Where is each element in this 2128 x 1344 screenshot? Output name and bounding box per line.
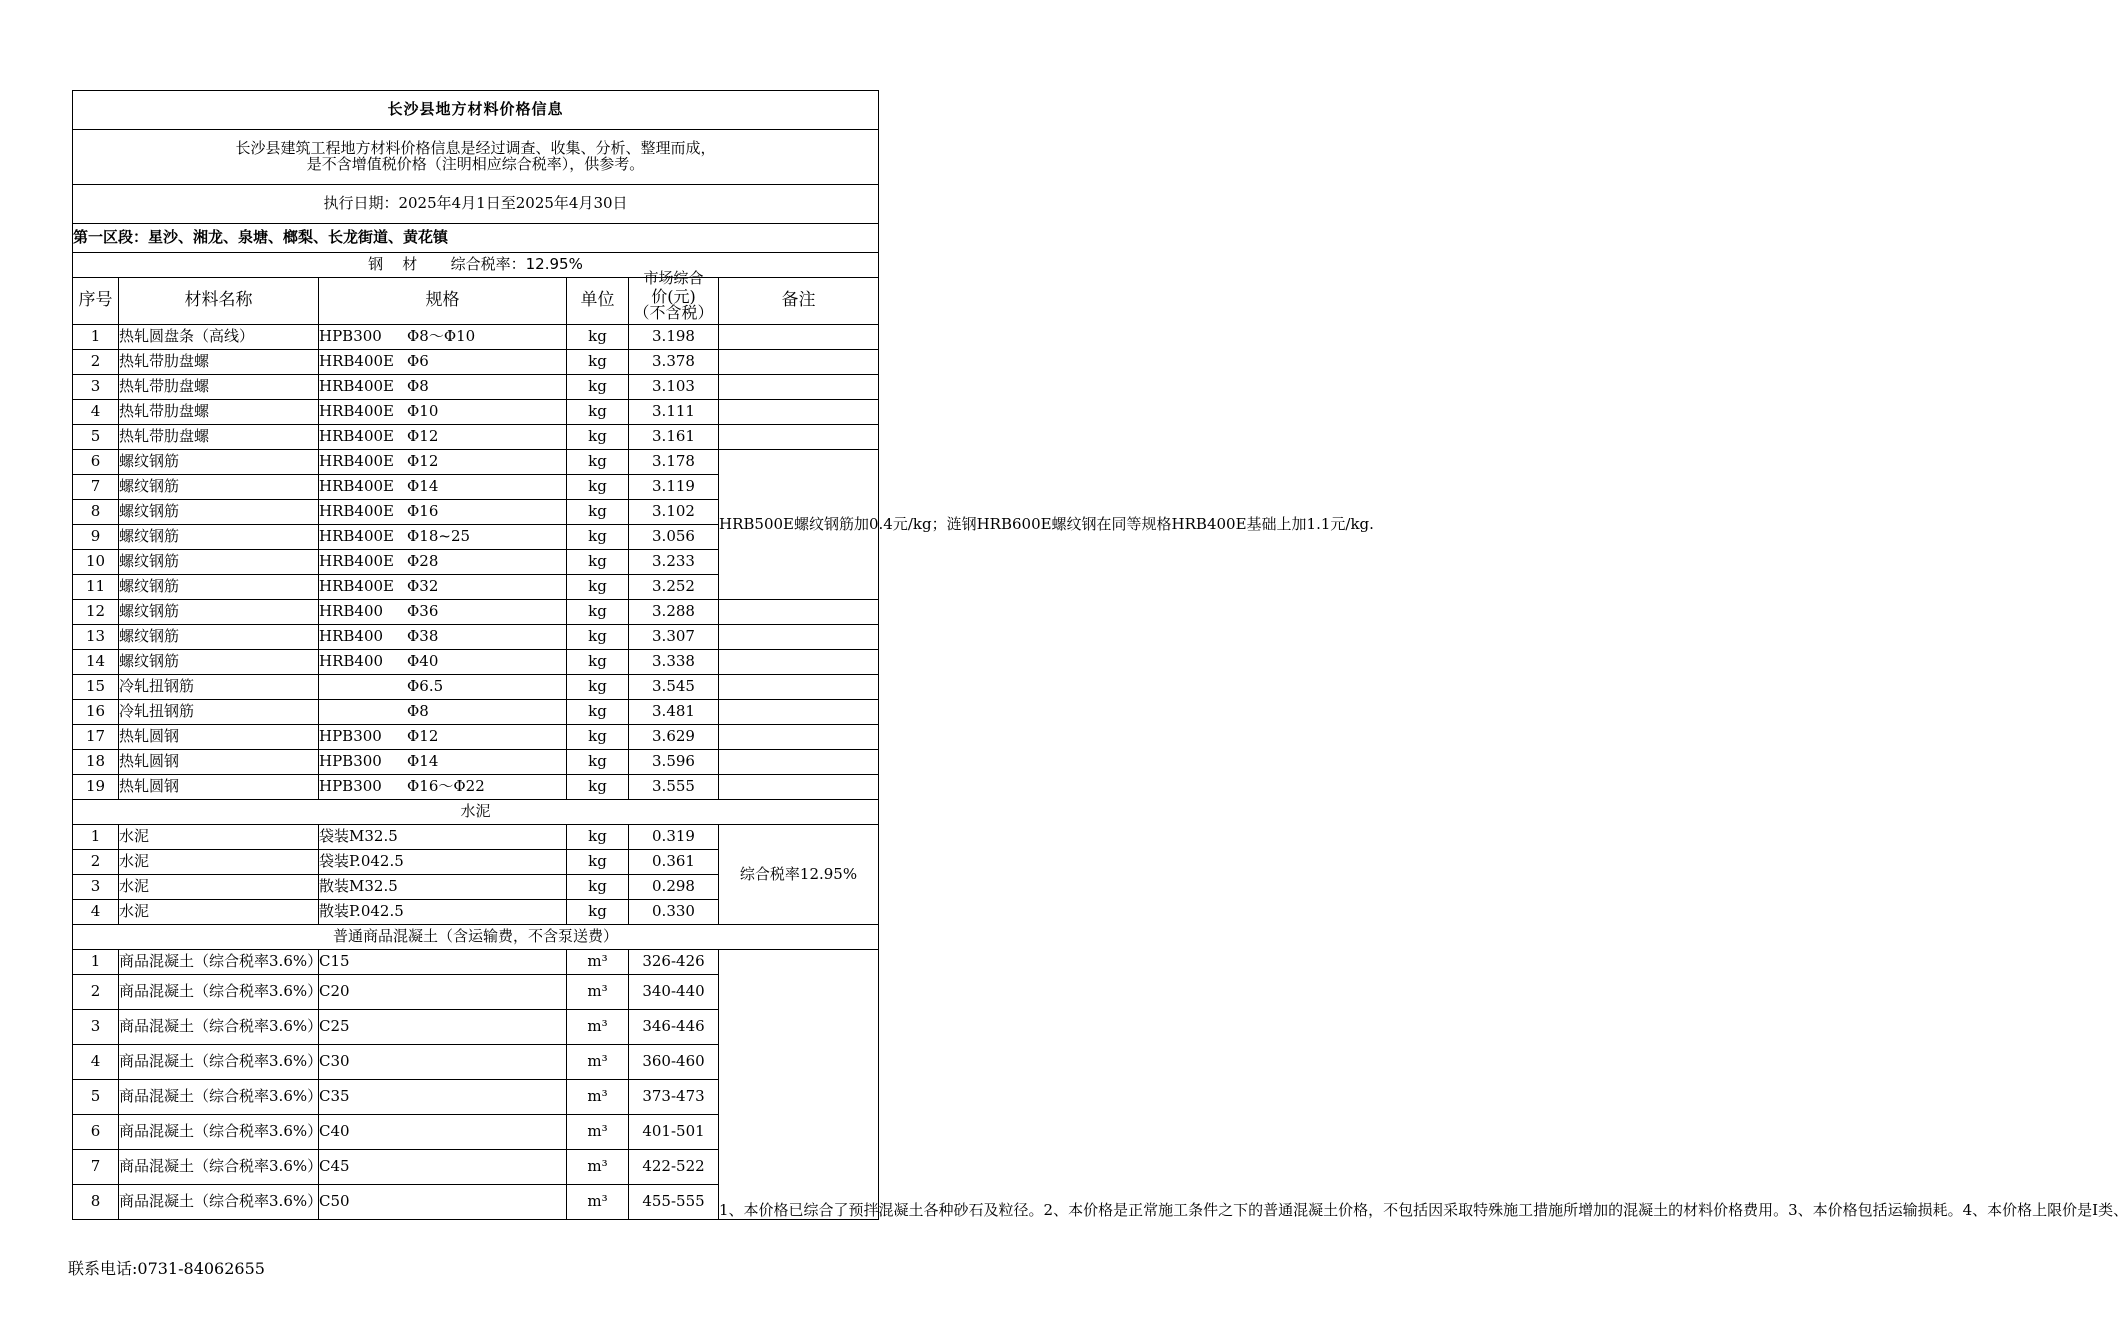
spec-size: Φ12 [407,727,439,746]
row-price: 3.378 [629,350,719,375]
price-sheet [72,90,2128,1220]
row-unit: m³ [567,950,629,975]
price-table [72,90,2128,1220]
row-name: 螺纹钢筋 [119,625,319,650]
steel-row [73,675,879,700]
intro-line-2: 是不含增值税价格（注明相应综合税率），供参考。 [306,155,645,173]
row-unit: kg [567,900,629,925]
row-seq: 15 [73,675,119,700]
row-note [719,325,879,350]
page-title: 长沙县地方材料价格信息 [73,91,879,130]
row-price: 3.233 [629,550,719,575]
row-spec: 散装P.042.5 [319,900,567,925]
row-unit: kg [567,375,629,400]
row-price: 3.596 [629,750,719,775]
steel-row [73,775,879,800]
header-price-line3: （不含税） [633,303,714,322]
row-price: 3.198 [629,325,719,350]
row-name: 水泥 [119,900,319,925]
row-price: 0.298 [629,875,719,900]
row-seq: 7 [73,475,119,500]
row-seq: 6 [73,1115,119,1150]
row-price: 0.319 [629,825,719,850]
row-unit: kg [567,650,629,675]
row-unit: kg [567,775,629,800]
row-price: 3.161 [629,425,719,450]
row-name: 水泥 [119,875,319,900]
row-unit: m³ [567,975,629,1010]
row-price: 401-501 [629,1115,719,1150]
zone-heading: 第一区段：星沙、湘龙、泉塘、榔梨、长龙街道、黄花镇 [73,224,879,253]
row-seq: 5 [73,1080,119,1115]
row-price: 3.102 [629,500,719,525]
row-name: 螺纹钢筋 [119,500,319,525]
row-seq: 1 [73,325,119,350]
header-seq: 序号 [73,278,119,325]
row-spec [319,450,567,475]
spec-grade: HRB400E [319,527,394,546]
row-unit: m³ [567,1185,629,1220]
steel-row [73,600,879,625]
row-spec [319,625,567,650]
row-spec [319,425,567,450]
row-unit: m³ [567,1115,629,1150]
header-name: 材料名称 [119,278,319,325]
row-spec [319,350,567,375]
spec-grade: HRB400E [319,377,394,396]
row-spec: C20 [319,975,567,1010]
row-seq: 13 [73,625,119,650]
row-unit: m³ [567,1045,629,1080]
spec-grade: HRB400E [319,552,394,571]
row-unit: kg [567,400,629,425]
row-name: 热轧带肋盘螺 [119,400,319,425]
row-spec [319,650,567,675]
row-spec: C45 [319,1150,567,1185]
concrete-section-heading: 普通商品混凝土（含运输费，不含泵送费） [73,925,879,950]
spec-size: Φ38 [407,627,439,646]
row-name: 商品混凝土（综合税率3.6%） [119,1185,319,1220]
row-price: 3.111 [629,400,719,425]
steel-row [73,425,879,450]
steel-row [73,350,879,375]
row-price: 3.288 [629,600,719,625]
row-name: 水泥 [119,825,319,850]
row-spec [319,750,567,775]
spec-grade: HRB400 [319,652,384,671]
row-spec [319,775,567,800]
header-price [629,269,719,325]
row-seq: 4 [73,400,119,425]
spec-grade: HPB300 [319,727,382,746]
spec-grade: HRB400E [319,477,394,496]
row-note [719,425,879,450]
row-unit: kg [567,575,629,600]
row-unit: kg [567,625,629,650]
row-price: 3.545 [629,675,719,700]
row-note [719,675,879,700]
row-unit: kg [567,875,629,900]
spec-grade: HPB300 [319,327,382,346]
row-price: 3.056 [629,525,719,550]
row-unit: kg [567,350,629,375]
row-price: 3.252 [629,575,719,600]
row-name: 商品混凝土（综合税率3.6%） [119,1115,319,1150]
row-price: 422-522 [629,1150,719,1185]
row-seq: 17 [73,725,119,750]
spec-grade: HRB400E [319,502,394,521]
row-price: 326-426 [629,950,719,975]
row-price: 3.178 [629,450,719,475]
row-unit: kg [567,475,629,500]
row-note [719,650,879,675]
spec-size: Φ8～Φ10 [407,327,476,346]
row-note [719,600,879,625]
row-price: 3.307 [629,625,719,650]
row-note [719,775,879,800]
row-seq: 2 [73,975,119,1010]
row-price: 3.103 [629,375,719,400]
row-unit: kg [567,450,629,475]
row-seq: 9 [73,525,119,550]
row-price: 340-440 [629,975,719,1010]
row-seq: 11 [73,575,119,600]
row-unit: kg [567,725,629,750]
row-spec: C25 [319,1010,567,1045]
row-seq: 4 [73,900,119,925]
row-name: 冷轧扭钢筋 [119,700,319,725]
row-note [719,625,879,650]
steel-row [73,725,879,750]
spec-size: Φ8 [407,377,429,396]
row-spec: C35 [319,1080,567,1115]
spec-grade: HRB400 [319,627,384,646]
row-name: 商品混凝土（综合税率3.6%） [119,1045,319,1080]
steel-row [73,750,879,775]
row-name: 螺纹钢筋 [119,575,319,600]
row-spec: 袋装P.042.5 [319,850,567,875]
row-spec: 散装M32.5 [319,875,567,900]
row-spec [319,400,567,425]
row-unit: kg [567,700,629,725]
row-name: 热轧圆钢 [119,775,319,800]
row-seq: 1 [73,825,119,850]
spec-grade: HRB400 [319,602,384,621]
row-price: 360-460 [629,1045,719,1080]
row-note [719,375,879,400]
steel-section-heading: 钢 材 综合税率：12.95% [73,253,879,278]
spec-size: Φ6 [407,352,429,371]
row-price: 3.119 [629,475,719,500]
row-seq: 10 [73,550,119,575]
row-name: 热轧圆钢 [119,725,319,750]
row-name: 商品混凝土（综合税率3.6%） [119,1010,319,1045]
spec-size: Φ10 [407,402,439,421]
row-spec: C15 [319,950,567,975]
row-unit: kg [567,550,629,575]
spec-size: Φ12 [407,452,439,471]
spec-size: Φ12 [407,427,439,446]
row-price: 3.629 [629,725,719,750]
row-unit: m³ [567,1150,629,1185]
column-header-row [73,278,879,325]
spec-grade: HRB400E [319,452,394,471]
row-name: 热轧带肋盘螺 [119,425,319,450]
steel-row [73,325,879,350]
row-note [719,700,879,725]
spec-size: Φ6.5 [407,677,444,696]
row-seq: 8 [73,500,119,525]
steel-row [73,400,879,425]
row-unit: kg [567,750,629,775]
spec-size: Φ16 [407,502,439,521]
row-name: 商品混凝土（综合税率3.6%） [119,975,319,1010]
spec-size: Φ16～Φ22 [407,777,485,796]
spec-grade: HRB400E [319,577,394,596]
steel-row [73,450,879,475]
contact-phone: 联系电话:0731-84062655 [68,1259,265,1278]
spec-size: Φ28 [407,552,439,571]
row-name: 冷轧扭钢筋 [119,675,319,700]
header-unit: 单位 [567,278,629,325]
row-price: 373-473 [629,1080,719,1115]
row-name: 螺纹钢筋 [119,475,319,500]
row-seq: 1 [73,950,119,975]
row-unit: m³ [567,1010,629,1045]
row-unit: kg [567,525,629,550]
steel-row [73,625,879,650]
spec-grade: HPB300 [319,752,382,771]
row-unit: kg [567,850,629,875]
row-spec [319,675,567,700]
spec-size: Φ18~25 [407,527,471,546]
concrete-note [719,950,2128,1220]
row-name: 螺纹钢筋 [119,650,319,675]
row-unit: kg [567,325,629,350]
steel-row [73,700,879,725]
row-price: 0.361 [629,850,719,875]
row-name: 螺纹钢筋 [119,550,319,575]
row-spec [319,600,567,625]
row-note [719,725,879,750]
row-name: 热轧带肋盘螺 [119,350,319,375]
row-spec [319,325,567,350]
row-name: 螺纹钢筋 [119,600,319,625]
concrete-note-text: 1、本价格已综合了预拌混凝土各种砂石及粒径。2、本价格是正常施工条件之下的普通混凝土价格，不包括因采取特殊施工措施所增加的混凝土的材料价格费用。3、本价格包括运输损耗。4、本价格上限价是Ⅰ类、 [719,1201,2128,1220]
row-seq: 12 [73,600,119,625]
spec-size: Φ14 [407,752,439,771]
row-seq: 18 [73,750,119,775]
row-seq: 19 [73,775,119,800]
row-spec [319,375,567,400]
row-spec [319,525,567,550]
cement-note: 综合税率12.95% [719,825,879,925]
spec-size: Φ8 [407,702,429,721]
spec-grade: HPB300 [319,777,382,796]
spec-grade: HRB400E [319,352,394,371]
row-seq: 3 [73,1010,119,1045]
row-name: 热轧圆钢 [119,750,319,775]
header-spec: 规格 [319,278,567,325]
row-name: 螺纹钢筋 [119,525,319,550]
row-spec [319,550,567,575]
spec-size: Φ40 [407,652,439,671]
cement-row [73,825,879,850]
row-seq: 3 [73,375,119,400]
row-price: 0.330 [629,900,719,925]
row-price: 455-555 [629,1185,719,1220]
row-spec [319,700,567,725]
row-seq: 7 [73,1150,119,1185]
row-seq: 2 [73,850,119,875]
row-name: 热轧带肋盘螺 [119,375,319,400]
intro-line-1: 长沙县建筑工程地方材料价格信息是经过调查、收集、分析、整理而成， [235,139,716,158]
row-name: 螺纹钢筋 [119,450,319,475]
spec-grade: HRB400E [319,402,394,421]
row-price: 3.555 [629,775,719,800]
row-seq: 6 [73,450,119,475]
row-seq: 2 [73,350,119,375]
row-note [719,350,879,375]
row-name: 水泥 [119,850,319,875]
row-seq: 8 [73,1185,119,1220]
header-price-line1: 市场综合 [643,269,704,287]
spec-size: Φ14 [407,477,439,496]
row-spec: C50 [319,1185,567,1220]
row-price: 3.338 [629,650,719,675]
row-unit: kg [567,425,629,450]
row-price: 346-446 [629,1010,719,1045]
row-unit: m³ [567,1080,629,1115]
row-name: 商品混凝土（综合税率3.6%） [119,1150,319,1185]
spec-size: Φ36 [407,602,439,621]
steel-row [73,375,879,400]
row-seq: 16 [73,700,119,725]
row-seq: 4 [73,1045,119,1080]
execution-date: 执行日期：2025年4月1日至2025年4月30日 [73,185,879,224]
row-spec [319,725,567,750]
header-price-line2: 价(元) [651,287,696,306]
steel-row [73,650,879,675]
row-unit: kg [567,500,629,525]
row-spec: C30 [319,1045,567,1080]
row-unit: kg [567,675,629,700]
row-spec: 袋装M32.5 [319,825,567,850]
row-note [719,750,879,775]
row-spec [319,500,567,525]
row-seq: 14 [73,650,119,675]
spec-size: Φ32 [407,577,439,596]
row-spec: C40 [319,1115,567,1150]
spec-grade: HRB400E [319,427,394,446]
row-price: 3.481 [629,700,719,725]
concrete-row [73,950,879,975]
cement-section-heading: 水泥 [73,800,879,825]
row-unit: kg [567,825,629,850]
row-seq: 3 [73,875,119,900]
row-spec [319,475,567,500]
row-seq: 5 [73,425,119,450]
header-note: 备注 [719,278,879,325]
row-name: 商品混凝土（综合税率3.6%） [119,950,319,975]
row-unit: kg [567,600,629,625]
row-name: 热轧圆盘条（高线） [119,325,319,350]
row-name: 商品混凝土（综合税率3.6%） [119,1080,319,1115]
row-note [719,400,879,425]
steel-note: HRB500E螺纹钢筋加0.4元/kg；涟钢HRB600E螺纹钢在同等规格HRB400E基础上加1.1元/kg. [719,450,879,600]
row-spec [319,575,567,600]
intro-text [73,130,879,185]
